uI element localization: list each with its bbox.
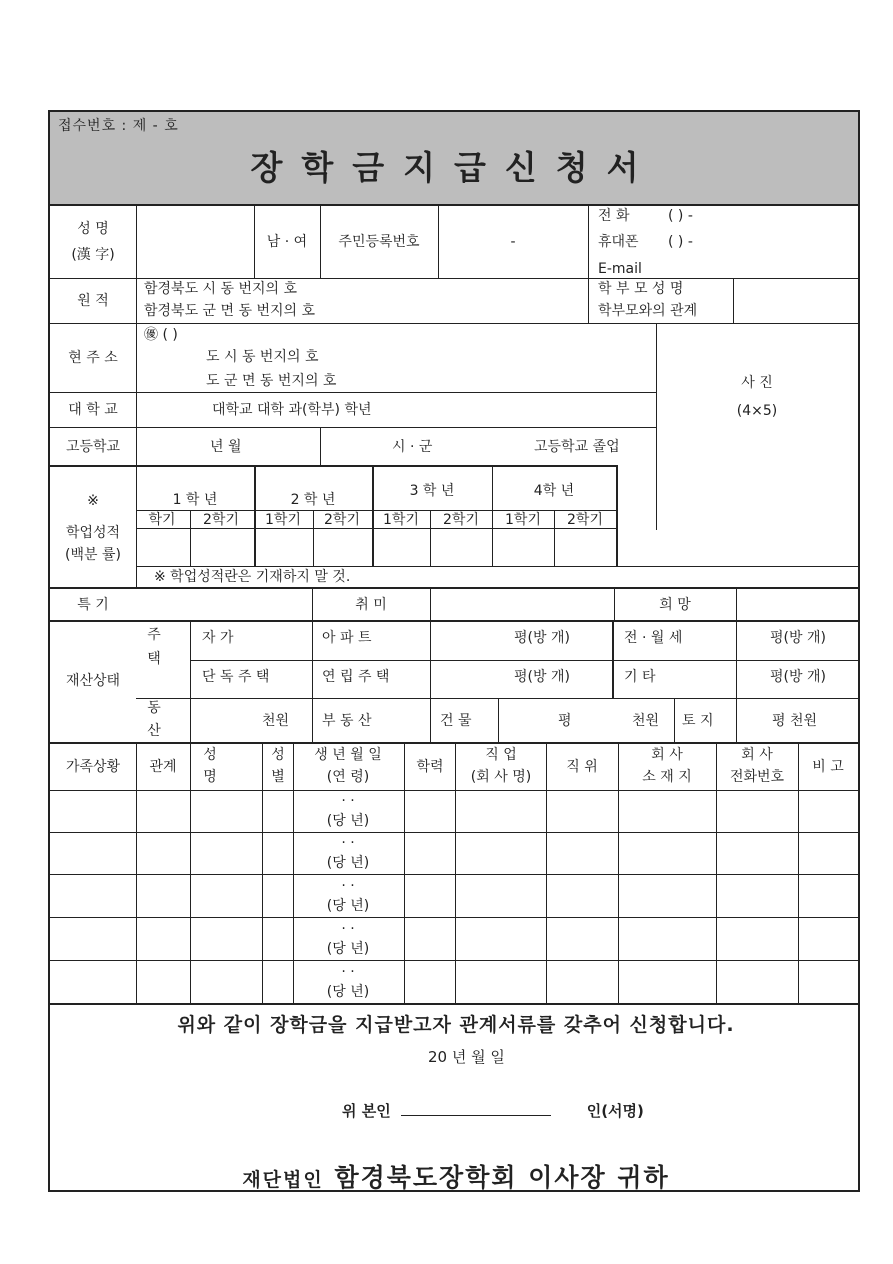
birth-dots[interactable]: · · — [341, 835, 355, 851]
email-label: E-mail — [598, 261, 642, 277]
year-3-label: 3 학 년 — [409, 483, 455, 499]
address-label: 현 주 소 — [68, 350, 118, 366]
addressee-prefix: 재단법인 — [242, 1169, 324, 1191]
lease-area[interactable]: 평(방 개) — [770, 630, 826, 646]
parent-name-label: 학 부 모 성 명 — [598, 281, 684, 297]
phone-label: 전 화 — [598, 208, 630, 224]
col-position: 직 위 — [566, 759, 598, 775]
hanja-label: (漢 字) — [71, 247, 115, 263]
highschool-label: 고등학교 — [65, 439, 121, 455]
name-label: 성 명 — [77, 221, 109, 237]
col-sex-2: 별 — [271, 769, 285, 785]
birth-dots[interactable]: · · — [341, 878, 355, 894]
land-value[interactable]: 평 천원 — [772, 713, 818, 729]
property-label: 재산상태 — [65, 673, 121, 689]
photo-label: 사 진 — [741, 375, 773, 391]
sem-3-1: 1학기 — [383, 512, 419, 528]
addressee — [50, 1158, 862, 1194]
col-job-1: 직 업 — [485, 747, 517, 763]
col-remarks: 비 고 — [812, 759, 844, 775]
apartment-label: 아 파 트 — [322, 630, 372, 646]
own-house-label: 자 가 — [202, 630, 234, 646]
origin-line-2[interactable]: 함경북도 군 면 동 번지의 호 — [144, 303, 316, 319]
highschool-grad: 고등학교 졸업 — [534, 439, 620, 455]
graduation-date[interactable]: 년 월 — [210, 439, 242, 455]
col-company-tel-1: 회 사 — [741, 747, 773, 763]
application-statement: 위와 같이 장학금을 지급받고자 관계서류를 갖추어 신청합니다. — [177, 1014, 735, 1036]
grades-mark: ※ — [87, 493, 99, 509]
sem-4-1: 1학기 — [505, 512, 541, 528]
university-field[interactable]: 대학교 대학 과(학부) 학년 — [212, 402, 372, 418]
sem-3-2: 2학기 — [443, 512, 479, 528]
photo-size: (4×5) — [736, 403, 778, 419]
col-job-2: (회 사 명) — [470, 769, 532, 785]
col-education: 학력 — [416, 759, 444, 775]
hope-label: 희 망 — [659, 597, 691, 613]
single-house-label: 단 독 주 택 — [202, 669, 270, 685]
col-birth-2: (연 령) — [326, 769, 370, 785]
family-label: 가족상황 — [65, 759, 121, 775]
age-field[interactable]: (당 년) — [326, 855, 370, 871]
grades-label: 학업성적 — [65, 525, 121, 541]
parent-relation-label: 학부모와의 관계 — [598, 303, 698, 319]
form-header — [48, 110, 860, 206]
sem-4-2: 2학기 — [567, 512, 603, 528]
house-label-1: 주 — [147, 627, 161, 643]
rrn-field[interactable]: - — [510, 234, 516, 250]
receipt-number[interactable]: 접수번호 : 제 - 호 — [58, 118, 179, 134]
mobile-field[interactable]: ( ) - — [668, 234, 693, 250]
grades-percent-label: (백분 률) — [65, 547, 121, 563]
realestate-label: 부 동 산 — [322, 713, 372, 729]
year-1-label: 1 학 년 — [172, 492, 218, 508]
col-company-addr-1: 회 사 — [651, 747, 683, 763]
col-relation: 관계 — [149, 759, 177, 775]
seal-label: 인(서명) — [586, 1102, 644, 1120]
address-line-2[interactable]: 도 군 면 동 번지의 호 — [206, 373, 337, 389]
birth-dots[interactable]: · · — [341, 793, 355, 809]
birth-dots[interactable]: · · — [341, 964, 355, 980]
special-label: 특 기 — [77, 597, 109, 613]
sem-2-2: 2학기 — [324, 512, 360, 528]
city-county[interactable]: 시 · 군 — [392, 439, 433, 455]
other-area[interactable]: 평(방 개) — [770, 669, 826, 685]
hobby-label: 취 미 — [355, 597, 387, 613]
grades-note: ※ 학업성적란은 기재하지 말 것. — [154, 569, 351, 585]
movable-value[interactable]: 천원 — [262, 713, 290, 729]
apartment-area[interactable]: 평(방 개) — [514, 630, 570, 646]
col-name-1: 성 — [203, 747, 217, 763]
lease-label: 전 · 월 세 — [624, 630, 683, 646]
movable-label-2: 산 — [147, 723, 161, 739]
year-2-label: 2 학 년 — [290, 492, 336, 508]
form-body — [48, 206, 860, 1192]
age-field[interactable]: (당 년) — [326, 941, 370, 957]
phone-field[interactable]: ( ) - — [668, 208, 693, 224]
application-form — [48, 110, 860, 1192]
row-house-area[interactable]: 평(방 개) — [514, 669, 570, 685]
sem-1-1: 학기 — [148, 512, 176, 528]
col-company-addr-2: 소 재 지 — [642, 769, 692, 785]
house-label-2: 택 — [147, 651, 161, 667]
application-date[interactable]: 20 년 월 일 — [428, 1048, 505, 1066]
gender-select[interactable]: 남 · 여 — [266, 234, 308, 250]
university-label: 대 학 교 — [68, 402, 118, 418]
other-label: 기 타 — [624, 669, 656, 685]
building-value[interactable]: 천원 — [632, 713, 660, 729]
age-field[interactable]: (당 년) — [326, 984, 370, 1000]
col-sex-1: 성 — [271, 747, 285, 763]
col-birth-1: 생 년 월 일 — [314, 747, 382, 763]
mobile-label: 휴대폰 — [598, 234, 639, 250]
postal-code[interactable]: ㊝ ( ) — [144, 327, 178, 343]
origin-label: 원 적 — [77, 293, 109, 309]
movable-label-1: 동 — [147, 700, 161, 716]
origin-line-1[interactable]: 함경북도 시 동 번지의 호 — [144, 281, 298, 297]
age-field[interactable]: (당 년) — [326, 898, 370, 914]
signature-row — [342, 1102, 644, 1120]
building-area[interactable]: 평 — [558, 713, 572, 729]
col-company-tel-2: 전화번호 — [729, 769, 785, 785]
col-name-2: 명 — [203, 769, 217, 785]
age-field[interactable]: (당 년) — [326, 813, 370, 829]
addressee-name: 함경북도장학회 이사장 귀하 — [334, 1163, 670, 1192]
birth-dots[interactable]: · · — [341, 921, 355, 937]
signature-line[interactable] — [401, 1103, 551, 1116]
signer-label: 위 본인 — [342, 1102, 391, 1120]
rrn-label: 주민등록번호 — [338, 234, 420, 250]
sem-2-1: 1학기 — [265, 512, 301, 528]
year-4-label: 4학 년 — [533, 483, 575, 499]
land-label: 토 지 — [682, 713, 714, 729]
sem-1-2: 2학기 — [203, 512, 239, 528]
form-title: 장학금지급신청서 — [250, 148, 658, 187]
row-house-label: 연 립 주 택 — [322, 669, 390, 685]
address-line-1[interactable]: 도 시 동 번지의 호 — [206, 349, 319, 365]
building-label: 건 물 — [440, 713, 472, 729]
